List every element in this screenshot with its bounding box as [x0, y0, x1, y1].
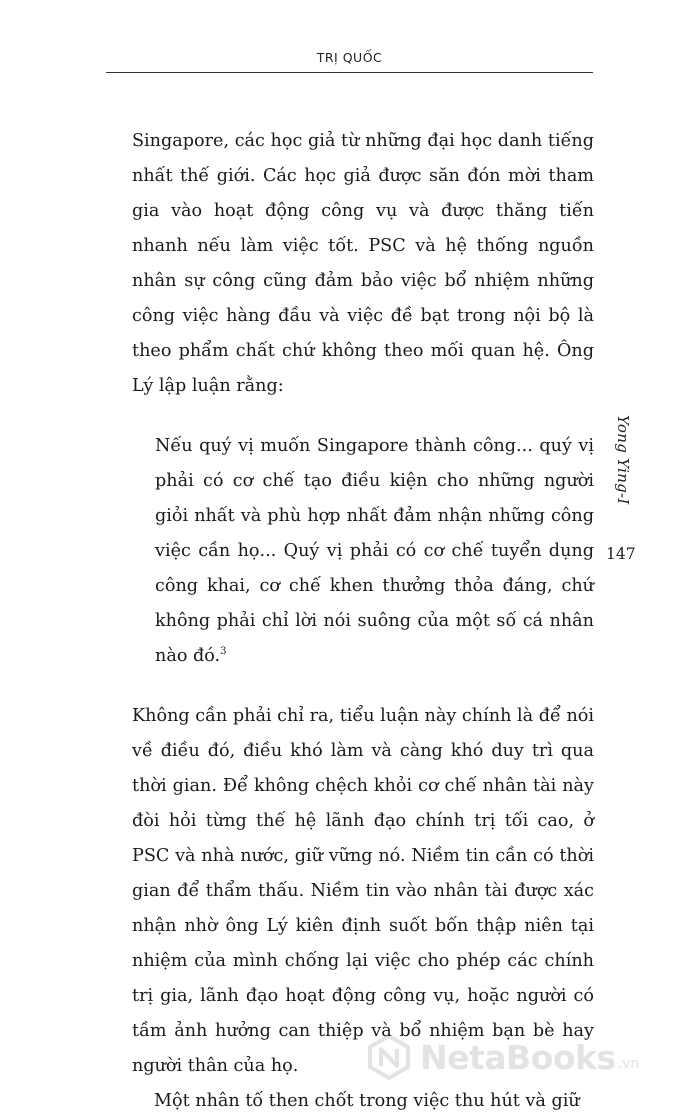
- watermark-suffix: .vn: [617, 1056, 640, 1072]
- page-number: 147: [606, 545, 636, 563]
- header-rule: [106, 72, 593, 73]
- netabooks-logo-icon: [366, 1034, 412, 1080]
- footnote-marker: 3: [220, 646, 227, 658]
- watermark: [366, 1034, 639, 1080]
- paragraph-2: Không cần phải chỉ ra, tiểu luận này chính là để nói về điều đó, điều khó làm và càng khó duy trì qua thời gian. Để không chệch khỏi cơ chế nhân tài này đòi hỏi từng thế hệ lãnh đạo chính trị tối cao, ở PSC và nhà nước, giữ vững nó. Niềm tin cần có thời gian để thẩm thấu. Niềm tin vào nhân tài được xác nhận nhờ ông Lý kiên định suốt bốn thập niên tại nhiệm của mình chống lại việc cho phép các chính trị gia, lãnh đạo hoạt động công vụ, hoặc người có tầm ảnh hưởng can thiệp và bổ nhiệm bạn bè hay người thân của họ.: [132, 706, 594, 1076]
- margin-author-name: Yong Ying-I: [614, 415, 632, 505]
- block-quote: [155, 429, 594, 674]
- intro-paragraph: Singapore, các học giả từ những đại học danh tiếng nhất thế giới. Các học giả được săn đón mời tham gia vào hoạt động công vụ và được thăng tiến nhanh nếu làm việc tốt. PSC và hệ thống nguồn nhân sự công cũng đảm bảo việc bổ nhiệm những công việc hàng đầu và việc đề bạt trong nội bộ là theo phẩm chất chứ không theo mối quan hệ. Ông Lý lập luận rằng:: [132, 131, 594, 396]
- page-body: [132, 124, 594, 1119]
- watermark-brand: NetaBooks: [420, 1037, 616, 1077]
- quote-text: Nếu quý vị muốn Singapore thành công... quý vị phải có cơ chế tạo điều kiện cho những người giỏi nhất và phù hợp nhất đảm nhận những công việc cần họ... Quý vị phải có cơ chế tuyển dụng công khai, cơ chế khen thưởng thỏa đáng, chứ không phải chỉ lời nói suông của một số cá nhân nào đó.: [155, 436, 594, 666]
- running-head-title: TRỊ QUỐC: [316, 50, 383, 65]
- paragraph-3: Một nhân tố then chốt trong việc thu hút và giữ: [154, 1091, 580, 1111]
